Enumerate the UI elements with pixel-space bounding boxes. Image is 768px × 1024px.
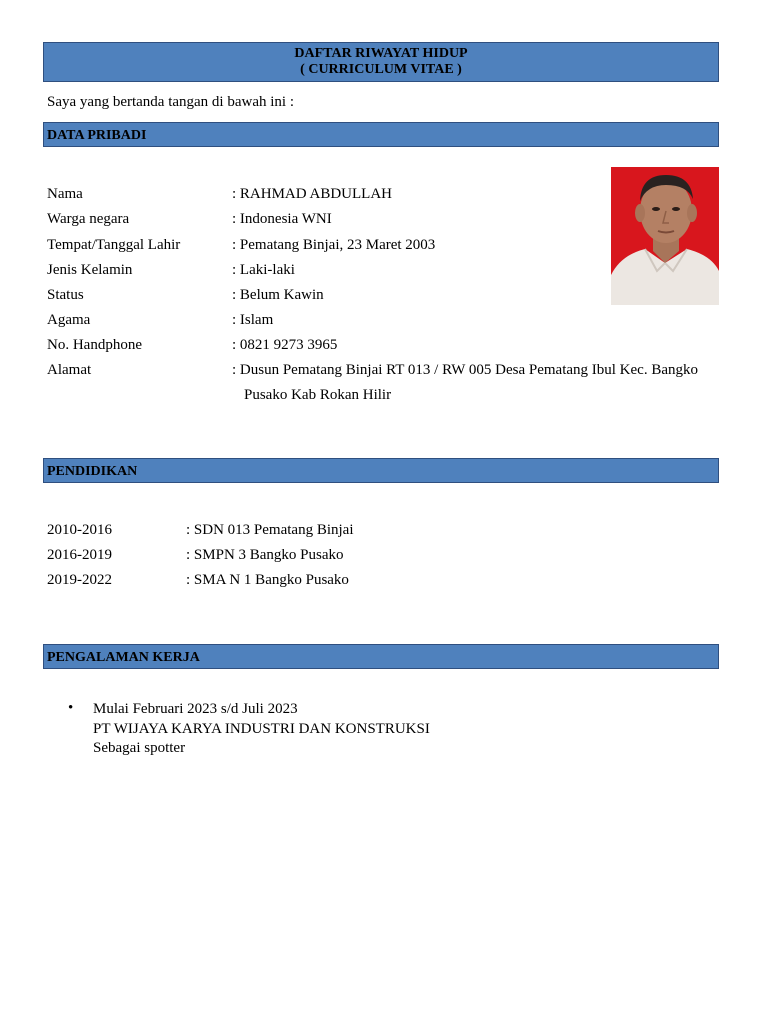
label-gender: Jenis Kelamin — [47, 262, 133, 278]
edu-school-1: : SDN 013 Pematang Binjai — [186, 522, 354, 538]
section-experience-heading: PENGALAMAN KERJA — [43, 644, 719, 669]
label-address: Alamat — [47, 362, 92, 378]
section-education-heading: PENDIDIKAN — [43, 458, 719, 483]
edu-years-2: 2016-2019 — [47, 547, 112, 563]
edu-years-1: 2010-2016 — [47, 522, 112, 538]
experience-period: Mulai Februari 2023 s/d Juli 2023 — [93, 701, 298, 717]
profile-photo — [611, 167, 719, 305]
experience-company: PT WIJAYA KARYA INDUSTRI DAN KONSTRUKSI — [93, 721, 430, 737]
person-portrait-icon — [611, 167, 719, 305]
label-nationality: Warga negara — [47, 211, 130, 227]
value-address-cont: Pusako Kab Rokan Hilir — [244, 387, 392, 403]
section-personal-heading: DATA PRIBADI — [43, 122, 719, 147]
value-nationality: : Indonesia WNI — [232, 211, 332, 227]
cv-title: DAFTAR RIWAYAT HIDUP — [294, 46, 468, 61]
label-phone: No. Handphone — [47, 337, 142, 353]
intro-text: Saya yang bertanda tangan di bawah ini : — [47, 94, 295, 110]
value-name: : RAHMAD ABDULLAH — [232, 186, 393, 202]
value-phone: : 0821 9273 3965 — [232, 337, 338, 353]
cv-title-bar — [43, 42, 719, 82]
label-birth: Tempat/Tanggal Lahir — [47, 237, 181, 253]
value-birth: : Pematang Binjai, 23 Maret 2003 — [232, 237, 436, 253]
edu-years-3: 2019-2022 — [47, 572, 112, 588]
edu-school-2: : SMPN 3 Bangko Pusako — [186, 547, 344, 563]
value-gender: : Laki-laki — [232, 262, 295, 278]
value-address: : Dusun Pematang Binjai RT 013 / RW 005 Desa Pematang Ibul Kec. Bangko — [232, 362, 698, 378]
cv-subtitle: ( CURRICULUM VITAE ) — [300, 62, 462, 77]
bullet-icon: • — [68, 700, 74, 716]
value-status: : Belum Kawin — [232, 287, 324, 303]
edu-school-3: : SMA N 1 Bangko Pusako — [186, 572, 349, 588]
label-name: Nama — [47, 186, 83, 202]
label-religion: Agama — [47, 312, 91, 328]
value-religion: : Islam — [232, 312, 274, 328]
experience-role: Sebagai spotter — [93, 740, 186, 756]
label-status: Status — [47, 287, 84, 303]
